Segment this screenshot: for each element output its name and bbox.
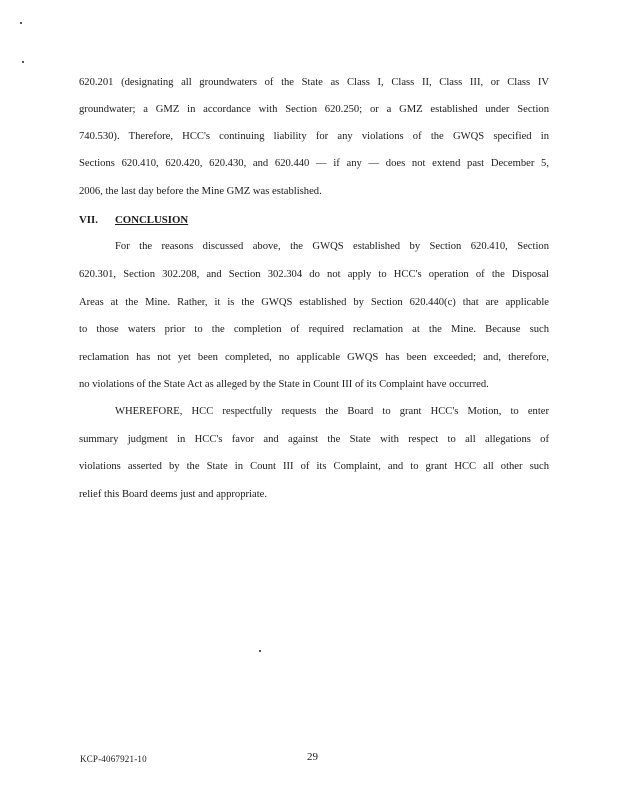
scan-speck	[20, 22, 22, 24]
scan-speck	[259, 650, 261, 652]
text-line: For the reasons discussed above, the GWQS established by Section 620.410, Section	[115, 241, 549, 252]
text-line: groundwater; a GMZ in accordance with Section 620.250; or a GMZ established under Section	[79, 104, 549, 115]
section-title: CONCLUSION	[115, 214, 189, 226]
text-line: to those waters prior to the completion of required reclamation at the Mine. Because such	[79, 324, 549, 335]
text-line: Sections 620.410, 620.420, 620.430, and 620.440 — if any — does not extend past December 5,	[79, 158, 549, 169]
text-line: WHEREFORE, HCC respectfully requests the Board to grant HCC's Motion, to enter	[115, 406, 549, 417]
text-line: 740.530). Therefore, HCC's continuing liability for any violations of the GWQS specified in	[79, 131, 549, 142]
text-line: relief this Board deems just and appropriate.	[79, 489, 267, 500]
section-number: VII.	[79, 214, 98, 226]
scan-speck	[22, 61, 24, 63]
text-line: no violations of the State Act as alleged by the State in Count III of its Complaint have occurred.	[79, 379, 489, 390]
text-line: 2006, the last day before the Mine GMZ was established.	[79, 186, 322, 197]
page-number: 29	[307, 751, 318, 763]
section-heading	[79, 213, 188, 227]
document-id: KCP-4067921-10	[80, 754, 147, 764]
text-line: violations asserted by the State in Count III of its Complaint, and to grant HCC all other such	[79, 461, 549, 472]
text-line: reclamation has not yet been completed, no applicable GWQS has been exceeded; and, therefore,	[79, 352, 549, 363]
text-line: Areas at the Mine. Rather, it is the GWQS established by Section 620.440(c) that are applicable	[79, 297, 549, 308]
text-line: summary judgment in HCC's favor and against the State with respect to all allegations of	[79, 434, 549, 445]
text-line: 620.201 (designating all groundwaters of the State as Class I, Class II, Class III, or Class IV	[79, 77, 549, 88]
text-line: 620.301, Section 302.208, and Section 302.304 do not apply to HCC's operation of the Disposal	[79, 269, 549, 280]
